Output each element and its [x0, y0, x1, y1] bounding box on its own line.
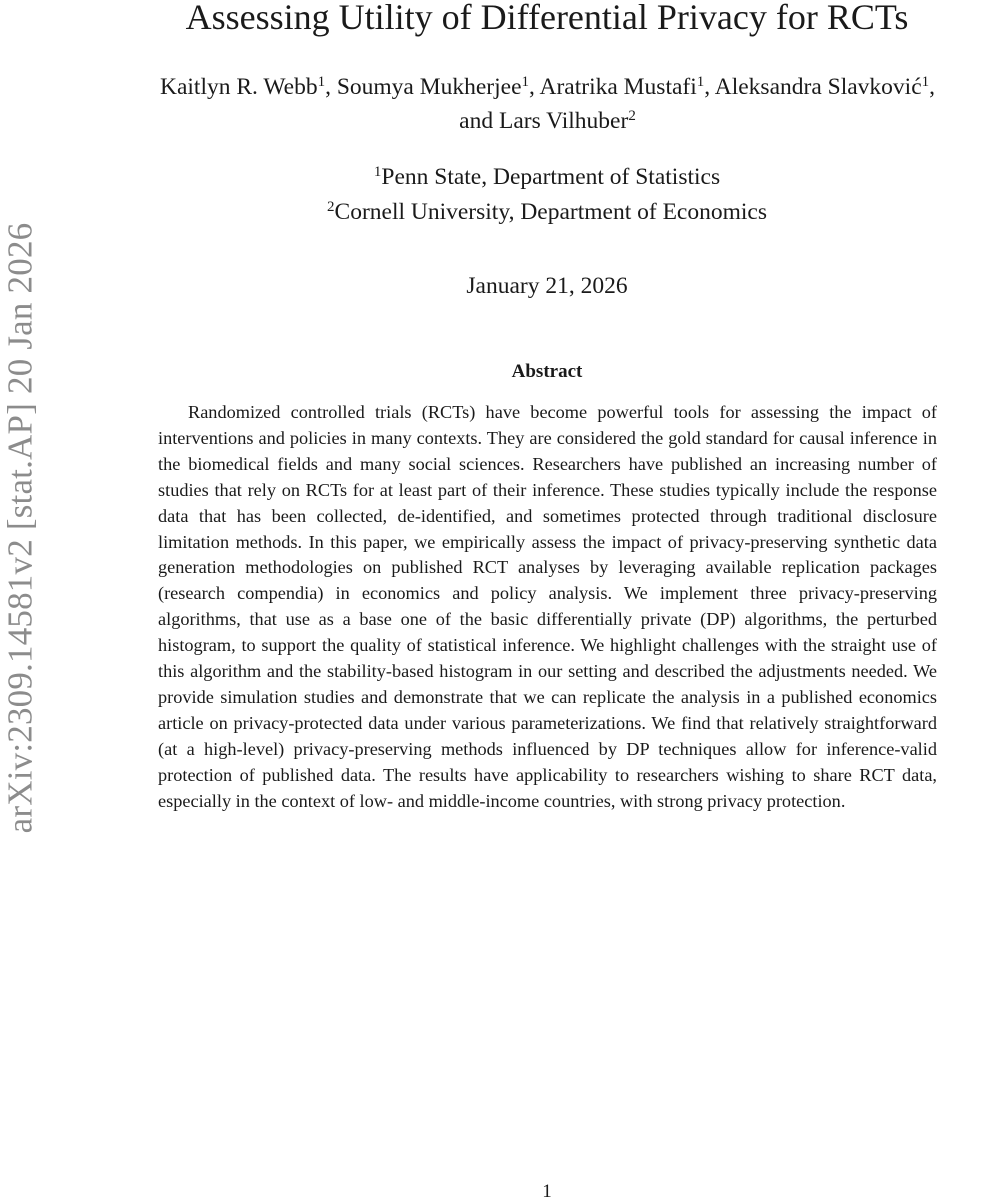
author-affiliation-mark: 1 [921, 74, 930, 90]
affiliation-item [100, 160, 994, 195]
author-line-2 [95, 104, 994, 138]
author-line-1 [95, 70, 994, 104]
abstract-paragraph: Randomized controlled trials (RCTs) have become powerful tools for assessing the impact of interventions and policies in many contexts. They are considered the gold standard for causal inference in the biomedical fields and many social sciences. Researchers have published an increasing number of studies that rely on RCTs for at least part of their inference. These studies typically include the response data that has been collected, de-identified, and sometimes protected through traditional disclosure limitation methods. In this paper, we empirically assess the impact of privacy-preserving synthetic data generation methodologies on published RCT analyses by leveraging available replication packages (research compendia) in economics and policy analysis. We implement three privacy-preserving algorithms, that use as a base one of the basic differentially private (DP) algorithms, the perturbed histogram, to support the quality of statistical inference. We highlight challenges with the straight use of this algorithm and the stability-based histogram in our setting and described the adjustments needed. We provide simulation studies and demonstrate that we can replicate the analysis in a published economics article on privacy-protected data under various parameterizations. We find that relatively straightforward (at a high-level) privacy-preserving methods influenced by DP techniques allow for inference-valid protection of published data. The results have applicability to researchers wishing to share RCT data, especially in the context of low- and middle-income countries, with strong privacy protection. [158, 402, 937, 811]
author-separator: , [704, 74, 715, 100]
affiliation-item [100, 195, 994, 230]
arxiv-identifier-text: arXiv:2309.14581v2 [stat.AP] 20 Jan 2026 [0, 222, 40, 834]
affiliation-text: Penn State, Department of Statistics [381, 164, 721, 190]
affiliation-text: Cornell University, Department of Economics [334, 199, 767, 225]
author-affiliation-mark: 2 [628, 108, 636, 124]
author-name: Soumya Mukherjee [336, 74, 522, 100]
affiliation-mark: 2 [327, 199, 335, 215]
author-affiliation-mark: 1 [521, 74, 530, 90]
author-list [95, 70, 994, 138]
author-affiliation-mark: 1 [317, 74, 326, 90]
author-separator: , [325, 74, 337, 100]
abstract-heading: Abstract [511, 361, 583, 382]
arxiv-identifier-stamp [0, 0, 40, 1200]
page-number: 1 [542, 1181, 552, 1202]
author-affiliation-mark: 1 [696, 74, 705, 90]
affiliation-list [100, 160, 994, 230]
author-separator: , [929, 74, 936, 100]
author-separator: , [529, 74, 540, 100]
author-name: Aratrika Mustafi [539, 74, 697, 100]
affiliation-mark: 1 [373, 164, 382, 180]
author-name: Kaitlyn R. Webb [159, 74, 318, 100]
publication-date: January 21, 2026 [466, 273, 628, 299]
paper-title: Assessing Utility of Differential Privacy for RCTs [185, 0, 909, 37]
author-name: Aleksandra Slavković [714, 74, 922, 100]
author-name: and Lars Vilhuber [459, 108, 629, 134]
